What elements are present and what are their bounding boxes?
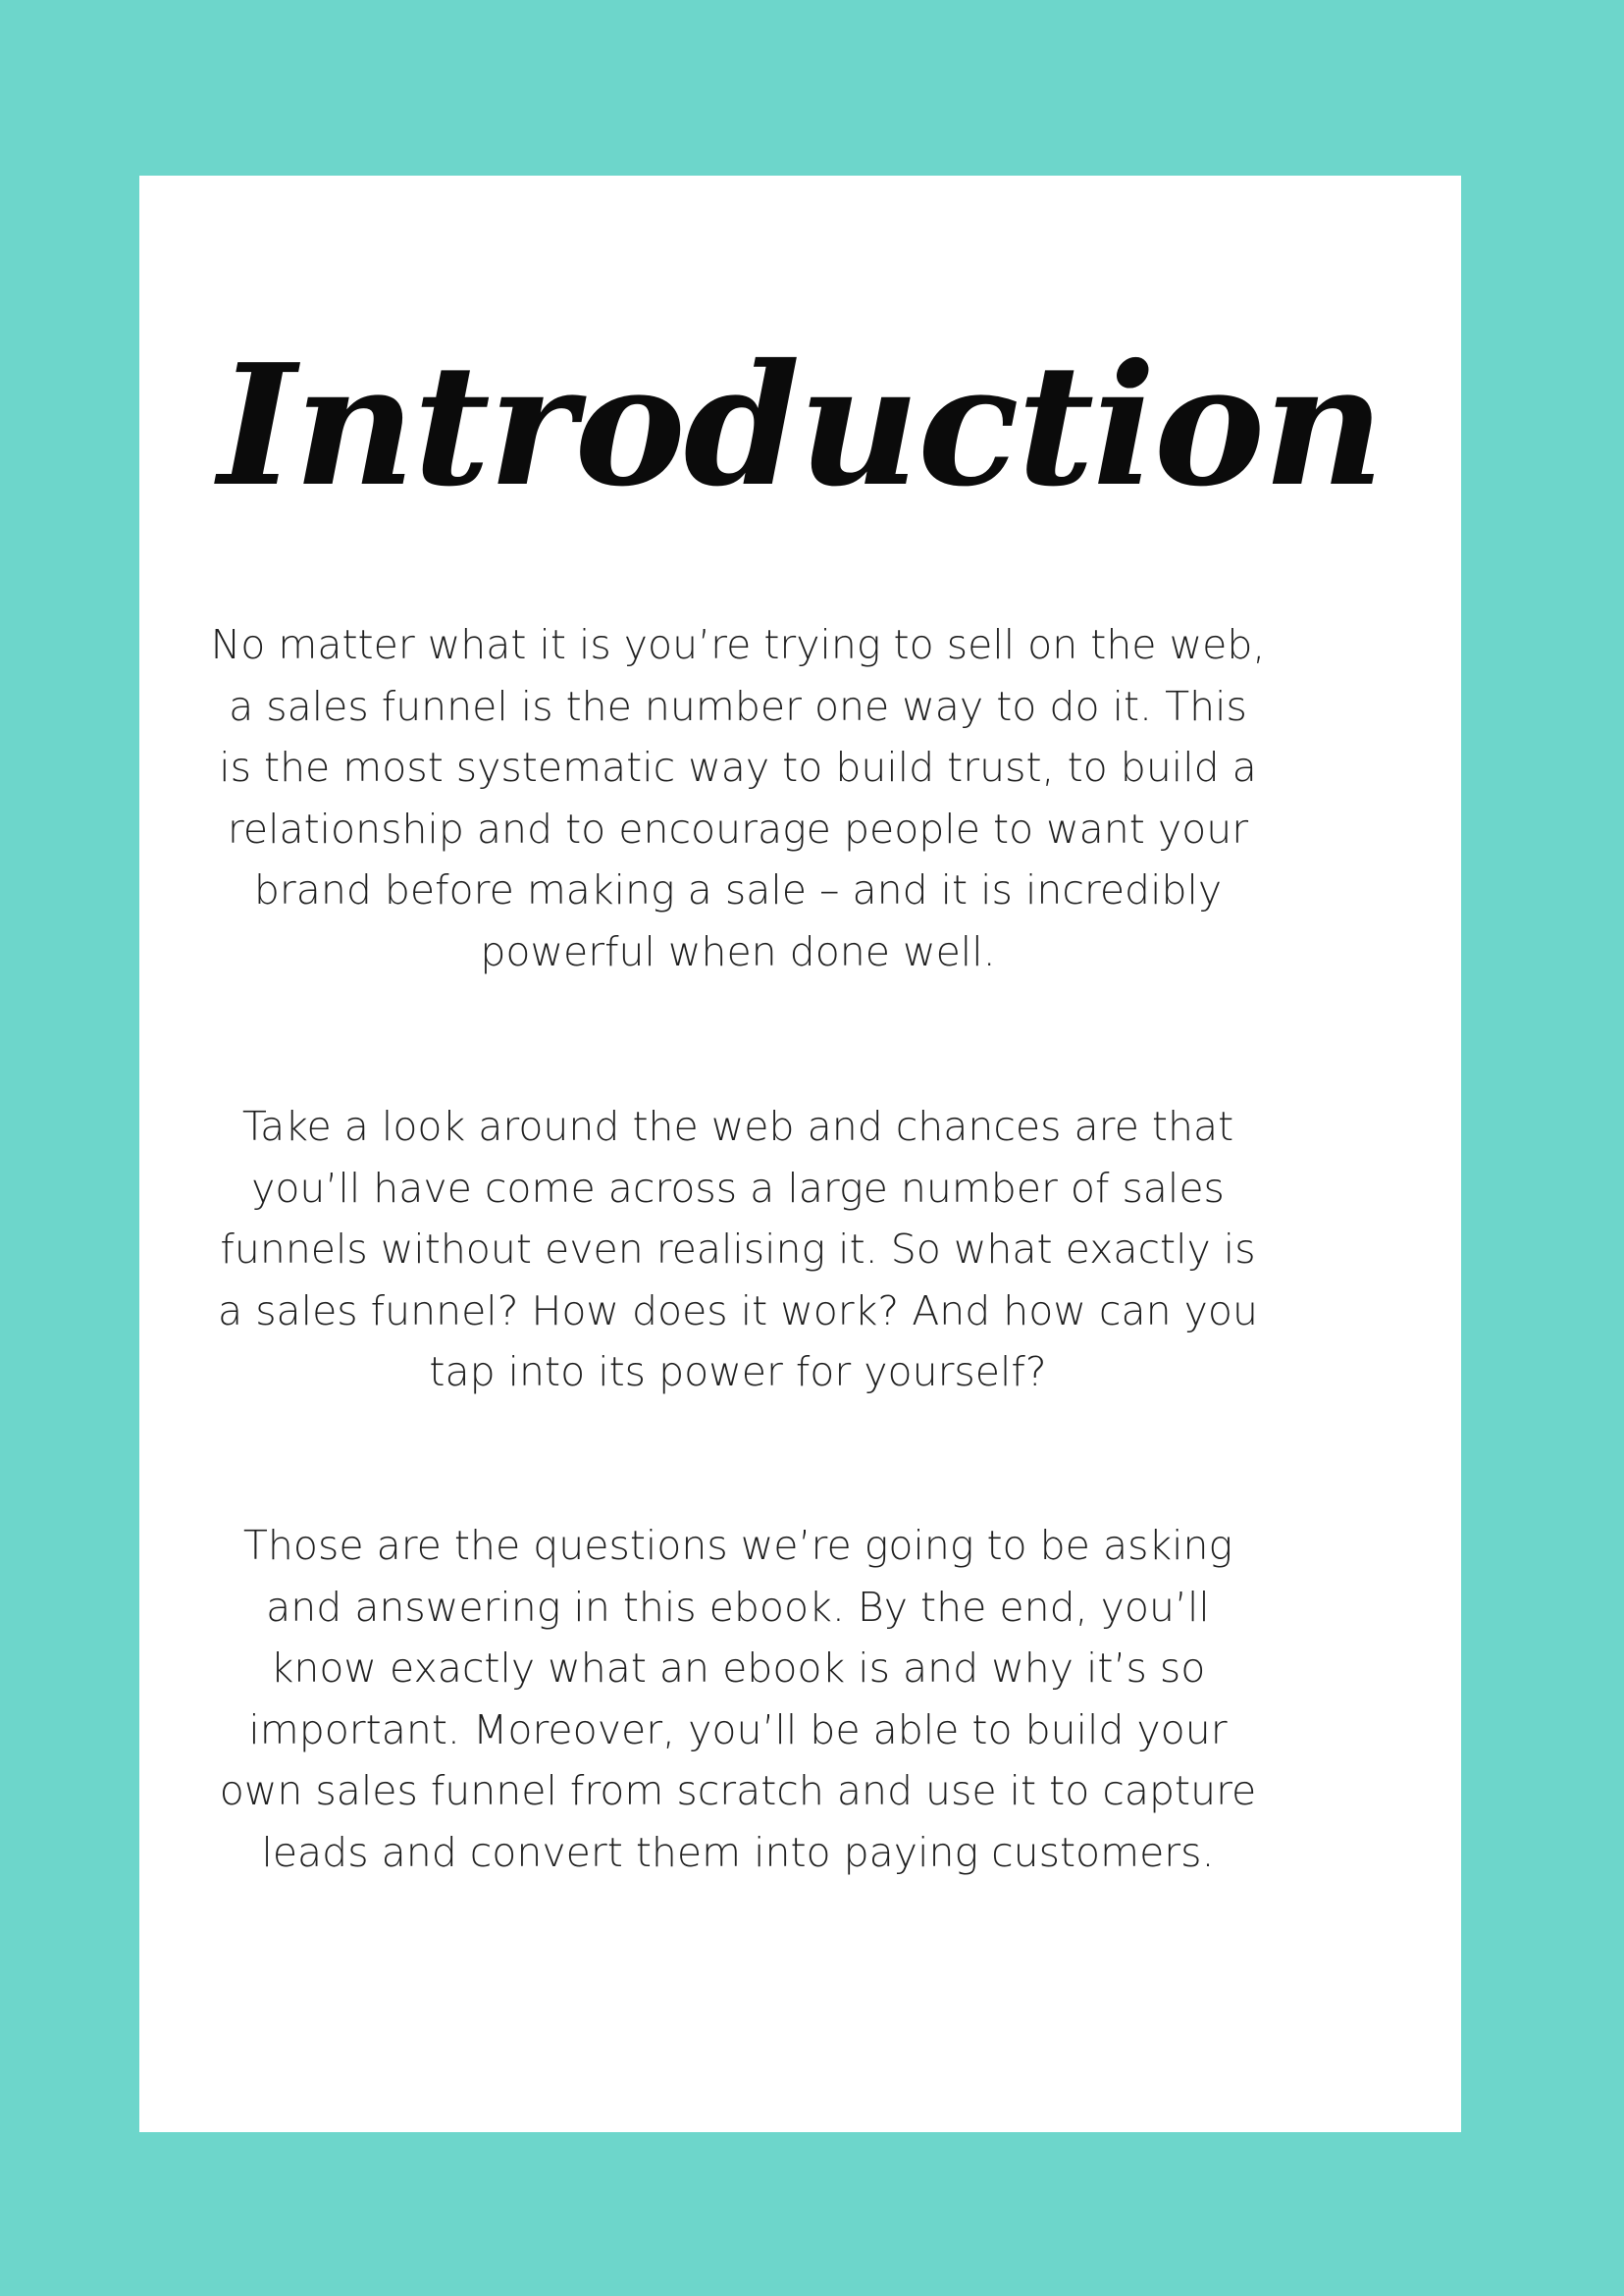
page-title: Introduction xyxy=(218,328,1383,524)
intro-paragraph-3: Those are the questions we’re going to be asking and answering in this ebook. By the end, you’ll know exactly what an ebook is and why it’s so important. Moreover, you’ll be able to build your own sales funnel from scratch and use it to capture leads and convert them into paying customers. xyxy=(219,1522,1257,1876)
intro-paragraph-2: Take a look around the web and chances are that you’ll have come across a large number of sales funnels without even realising it. So what exactly is a sales funnel? How does it work? And how can you tap into its power for yourself? xyxy=(218,1103,1258,1395)
page-card xyxy=(139,176,1461,2132)
intro-paragraph-1: No matter what it is you’re trying to sell on the web, a sales funnel is the number one way to do it. This is the most systematic way to build trust, to build a relationship and to encourage people to want your brand before making a sale – and it is incredibly powerful when done well. xyxy=(210,621,1266,975)
